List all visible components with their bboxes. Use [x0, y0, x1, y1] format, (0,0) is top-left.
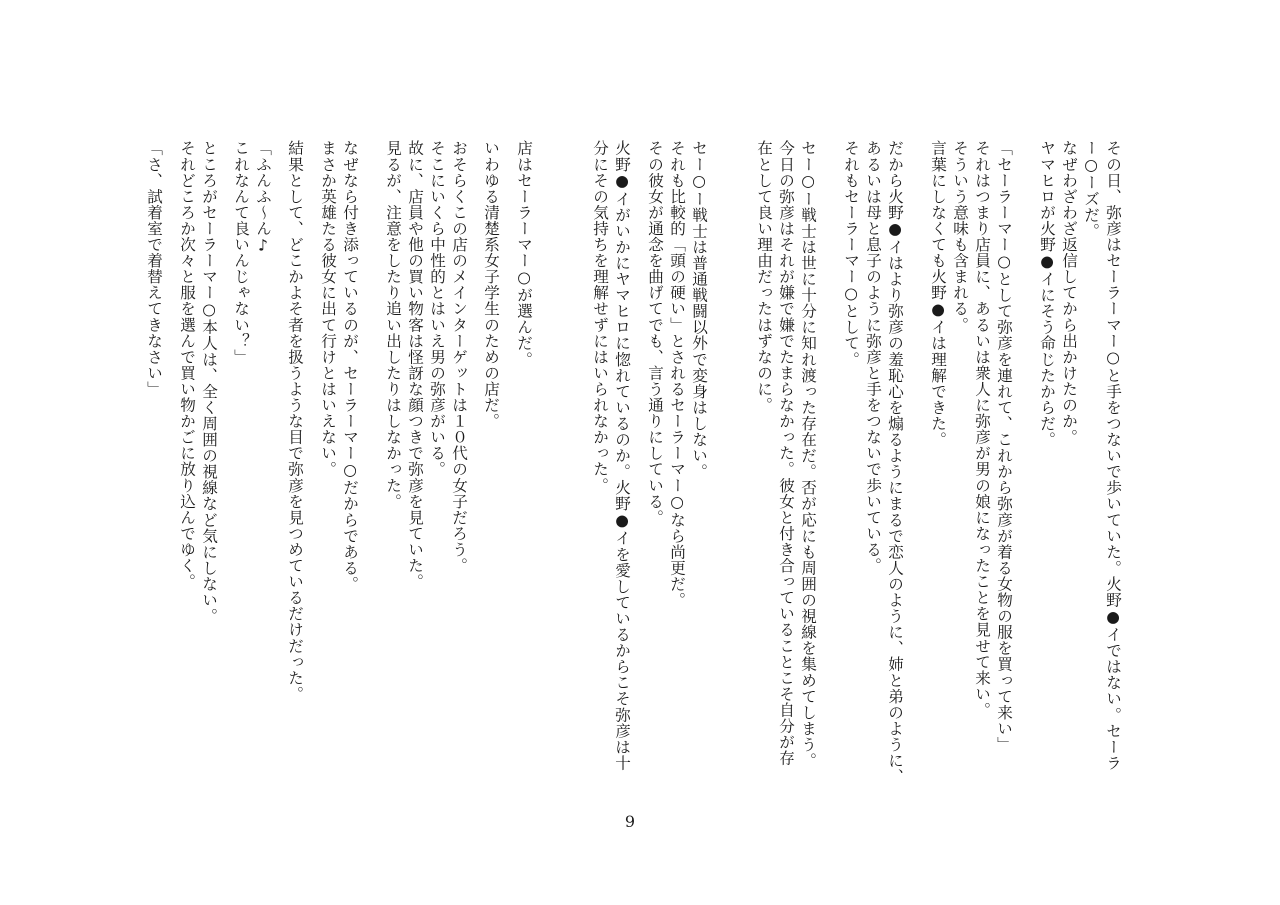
text-line — [567, 140, 589, 800]
text-line: 言葉にしなくても火野●イは理解できた。 — [929, 140, 947, 448]
text-line: なぜわざわざ返信してから出かけたのか。 — [1060, 140, 1078, 445]
text-line: ヤマヒロが火野●イにそう命じたからだ。 — [1038, 140, 1056, 448]
text-line: 火野●イがいかにヤマヒロに惚れているのか。火野●イを愛しているからこそ弥彦は十 — [613, 140, 631, 771]
text-line: それもセーラーマー○として。 — [842, 140, 860, 368]
text-line: それはつまり店員に、あるいは衆人に弥彦が男の娘になったことを見せて来い。 — [973, 140, 991, 718]
text-line: それも比較的「頭の硬い」とされるセーラーマー○なら尚更だ。 — [668, 140, 686, 608]
text-line: 「さ、試着室で着替えてきなさい」 — [145, 140, 163, 397]
text-line: セー○ー戦士は世に十分に知れ渡った存在だ。否が応にも周囲の視線を集めてしまう。 — [799, 140, 817, 769]
text-line: これなんて良いんじゃない？」 — [232, 140, 250, 365]
text-line: いわゆる清楚系女子学生のための店だ。 — [482, 140, 500, 429]
text-line: ー○ーズだ。 — [1082, 140, 1100, 239]
text-line: 結果として、どこかよそ者を扱うような目で弥彦を見つめているだけだった。 — [286, 140, 304, 702]
text-line: だから火野●イはより弥彦の羞恥心を煽るようにまるで恋人のように、姉と弟のように、 — [886, 140, 904, 785]
text-line: まさか英雄たる彼女に出て行けとはいえない。 — [319, 140, 337, 478]
text-line: なぜなら付き添っているのが、セーラーマー○だからである。 — [341, 140, 359, 592]
text-line: 見るが、注意をしたり追い出したりはしなかった。 — [384, 140, 402, 510]
text-line — [731, 140, 753, 800]
text-line: それどころか次々と服を選んで買い物かごに放り込んでゆく。 — [178, 140, 196, 590]
text-line: そういう意味も含まれる。 — [951, 140, 969, 333]
text-line: 故に、店員や他の買い物客は怪訝な顔つきで弥彦を見ていた。 — [406, 140, 424, 590]
text-line: 分にその気持ちを理解せずにはいられなかった。 — [591, 140, 609, 494]
text-line: 在として良い理由だったはずなのに。 — [755, 140, 773, 413]
text-line: セー○ー戦士は普通戦闘以外で変身はしない。 — [690, 140, 708, 480]
text-line: あるいは母と息子のように弥彦と手をつないで歩いている。 — [864, 140, 882, 574]
text-line: 「セーラーマー○として弥彦を連れて、これから弥彦が着る女物の服を買って来い」 — [995, 140, 1013, 753]
text-line: その日、弥彦はセーラーマー○と手をつないで歩いていた。火野●イではない。セーラ — [1104, 140, 1122, 771]
text-line: その彼女が通念を曲げてでも、言う通りにしている。 — [646, 140, 664, 526]
text-line: 店はセーラーマー○が選んだ。 — [515, 140, 533, 368]
text-line: そこにいくら中性的とはいえ男の弥彦がいる。 — [428, 140, 446, 478]
page-number: 9 — [624, 812, 636, 831]
text-line: ところがセーラーマー○本人は、全く周囲の視線など気にしない。 — [200, 140, 218, 624]
text-line: 「ふんふ～ん♪ — [254, 140, 272, 255]
text-line: 今日の弥彦はそれが嫌で嫌でたまらなかった。彼女と付き合っていることこそ自分が存 — [777, 140, 795, 766]
text-line: おそらくこの店のメインターゲットは１０代の女子だろう。 — [450, 140, 468, 574]
